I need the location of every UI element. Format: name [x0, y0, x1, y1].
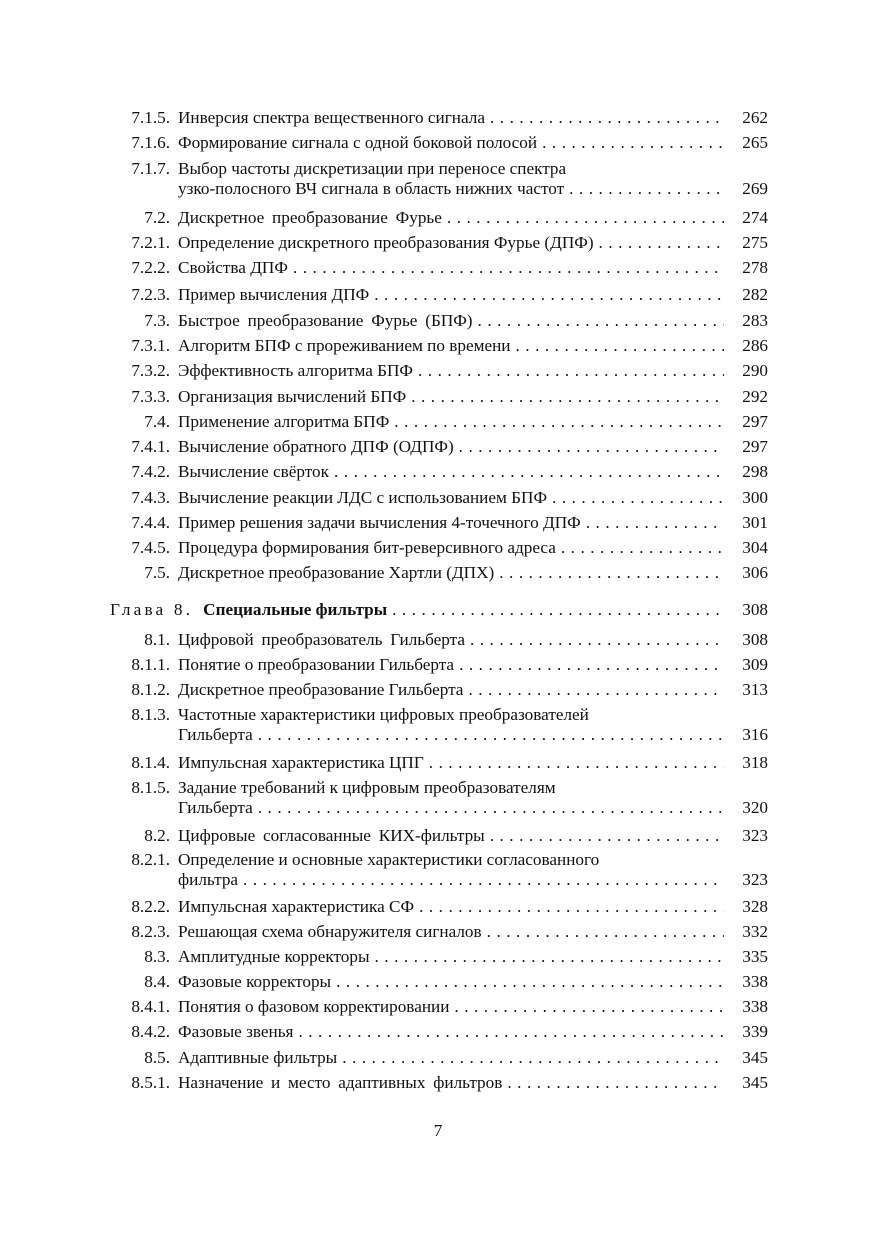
section-number: 8.2.2. [131, 897, 170, 916]
section-number: 7.4.5. [131, 538, 170, 557]
section-title: Импульсная характеристика ЦПГ [178, 753, 424, 772]
dot-leader [429, 753, 724, 773]
toc-entry[interactable] [110, 387, 768, 407]
section-number: 8.4.1. [131, 997, 170, 1016]
page-ref: 292 [742, 387, 768, 406]
section-title: Понятие о преобразовании Гильберта [178, 655, 455, 674]
toc-line [110, 336, 768, 356]
section-title: Эффективность алгоритма БПФ [178, 361, 414, 380]
section-title: узко-полосного ВЧ сигнала в область нижних частот [178, 179, 565, 198]
dot-leader [542, 133, 724, 153]
toc-line [110, 753, 768, 773]
page-ref: 338 [742, 972, 768, 991]
dot-leader [569, 179, 724, 199]
page-ref: 318 [742, 753, 768, 772]
page-ref: 308 [742, 600, 768, 619]
toc-entry[interactable] [110, 778, 768, 818]
page-ref: 283 [742, 311, 768, 330]
toc-line [110, 705, 768, 725]
toc-line [110, 600, 768, 620]
dot-leader [243, 870, 724, 890]
dot-leader [419, 897, 724, 917]
page-number: 7 [433, 1121, 443, 1140]
toc-entry[interactable] [110, 361, 768, 381]
toc-entry[interactable] [110, 437, 768, 457]
section-number: 7.1.6. [131, 133, 170, 152]
toc-entry[interactable] [110, 947, 768, 967]
section-number: 7.2.2. [131, 258, 170, 277]
toc-entry[interactable] [110, 538, 768, 558]
section-title: Цифровые согласованные КИХ-фильтры [178, 826, 485, 845]
section-number: 8.2.3. [131, 922, 170, 941]
section-number: 7.3.1. [131, 336, 170, 355]
section-title: Свойства ДПФ [178, 258, 288, 277]
toc-line [110, 258, 768, 278]
page-ref: 301 [742, 513, 768, 532]
toc-entry[interactable] [110, 488, 768, 508]
section-title: Выбор частоты дискретизации при переносе спектра [178, 159, 567, 178]
page-ref: 297 [742, 437, 768, 456]
section-number: 7.1.7. [131, 159, 170, 178]
page-ref: 306 [742, 563, 768, 582]
page-ref: 274 [742, 208, 768, 227]
section-title: Гильберта [178, 798, 253, 817]
toc-line [110, 563, 768, 583]
dot-leader [375, 947, 724, 967]
toc-entry[interactable] [110, 563, 768, 583]
page-ref: 332 [742, 922, 768, 941]
toc-entry[interactable] [110, 705, 768, 745]
section-title: Дискретное преобразование Гильберта [178, 680, 464, 699]
section-title: Вычисление обратного ДПФ (ОДПФ) [178, 437, 454, 456]
dot-leader [561, 538, 724, 558]
dot-leader [334, 462, 724, 482]
toc-entry[interactable] [110, 1022, 768, 1042]
section-title: Дискретное преобразование Хартли (ДПХ) [178, 563, 495, 582]
toc-entry[interactable] [110, 133, 768, 153]
toc-line [110, 361, 768, 381]
toc-entry[interactable] [110, 897, 768, 917]
page-ref: 320 [742, 798, 768, 817]
dot-leader [487, 922, 724, 942]
page-ref: 313 [742, 680, 768, 699]
section-number: 8.1.5. [131, 778, 170, 797]
section-number: 7.2.1. [131, 233, 170, 252]
dot-leader [336, 972, 724, 992]
toc-line [110, 1022, 768, 1042]
dot-leader [418, 361, 724, 381]
toc-line [110, 897, 768, 917]
page-ref: 309 [742, 655, 768, 674]
section-title: фильтра [178, 870, 239, 889]
dot-leader [258, 725, 724, 745]
toc-entry[interactable] [110, 233, 768, 253]
section-number: 7.4.3. [131, 488, 170, 507]
toc-line [110, 412, 768, 432]
section-title: Адаптивные фильтры [178, 1048, 338, 1067]
section-title: Гильберта [178, 725, 253, 744]
section-number: 8.1.4. [131, 753, 170, 772]
dot-leader [599, 233, 724, 253]
page-ref: 275 [742, 233, 768, 252]
toc-entry[interactable] [110, 680, 768, 700]
section-title: Инверсия спектра вещественного сигнала [178, 108, 485, 127]
toc-entry[interactable] [110, 850, 768, 890]
section-number: 8.5. [144, 1048, 170, 1067]
dot-leader [293, 258, 724, 278]
toc-line [110, 947, 768, 967]
section-title: Пример решения задачи вычисления 4-точечного ДПФ [178, 513, 581, 532]
dot-leader [586, 513, 724, 533]
page-ref: 308 [742, 630, 768, 649]
dot-leader [507, 1073, 724, 1093]
section-number: 8.4.2. [131, 1022, 170, 1041]
dot-leader [499, 563, 724, 583]
section-number: 8.1. [144, 630, 170, 649]
toc-entry[interactable] [110, 655, 768, 675]
toc-line [110, 630, 768, 650]
section-number: 7.1.5. [131, 108, 170, 127]
dot-leader [459, 655, 724, 675]
section-title: Решающая схема обнаружителя сигналов [178, 922, 482, 941]
section-number: 8.3. [144, 947, 170, 966]
toc-line [110, 233, 768, 253]
toc-line [110, 972, 768, 992]
toc-line [110, 870, 768, 890]
toc-entry[interactable] [110, 462, 768, 482]
section-number: 8.4. [144, 972, 170, 991]
section-title: Понятия о фазовом корректировании [178, 997, 450, 1016]
page-ref: 265 [742, 133, 768, 152]
section-title: Вычисление реакции ЛДС с использованием БПФ [178, 488, 548, 507]
dot-leader [374, 285, 724, 305]
toc-entry[interactable] [110, 311, 768, 331]
toc-line [110, 826, 768, 846]
dot-leader [394, 412, 724, 432]
toc-entry[interactable] [110, 412, 768, 432]
toc-line [110, 922, 768, 942]
toc-line [110, 179, 768, 199]
toc-line [110, 997, 768, 1017]
page-ref: 339 [742, 1022, 768, 1041]
section-title: Назначение и место адаптивных фильтров [178, 1073, 503, 1092]
section-title: Процедура формирования бит-реверсивного адреса [178, 538, 556, 557]
section-title: Организация вычислений БПФ [178, 387, 407, 406]
page-ref: 304 [742, 538, 768, 557]
section-number: 7.4.1. [131, 437, 170, 456]
section-title: Цифровой преобразователь Гильберта [178, 630, 465, 649]
dot-leader [552, 488, 724, 508]
dot-leader [447, 208, 724, 228]
dot-leader [459, 437, 724, 457]
dot-leader [490, 826, 724, 846]
page-ref: 335 [742, 947, 768, 966]
toc-entry[interactable] [110, 513, 768, 533]
page-ref: 345 [742, 1048, 768, 1067]
page-ref: 290 [742, 361, 768, 380]
section-number: 8.1.2. [131, 680, 170, 699]
section-number: 7.2.3. [131, 285, 170, 304]
toc-entry[interactable] [110, 159, 768, 199]
toc-line [110, 1073, 768, 1093]
toc-entry[interactable] [110, 753, 768, 773]
toc-line [110, 513, 768, 533]
section-number: 7.2. [144, 208, 170, 227]
toc-line [110, 159, 768, 179]
section-number: 7.4.2. [131, 462, 170, 481]
toc-line [110, 1048, 768, 1068]
toc-line [110, 311, 768, 331]
page-ref: 328 [742, 897, 768, 916]
section-title: Алгоритм БПФ с прореживанием по времени [178, 336, 511, 355]
page-ref: 269 [742, 179, 768, 198]
toc-line [110, 655, 768, 675]
section-title: Формирование сигнала с одной боковой полосой [178, 133, 538, 152]
toc-entry[interactable] [110, 922, 768, 942]
dot-leader [454, 997, 724, 1017]
toc-entry[interactable] [110, 1073, 768, 1093]
toc-line [110, 850, 768, 870]
toc-entry[interactable] [110, 630, 768, 650]
section-title: Применение алгоритма БПФ [178, 412, 390, 431]
section-number: 8.2. [144, 826, 170, 845]
toc-line [110, 208, 768, 228]
toc-entry[interactable] [110, 108, 768, 128]
section-title: Быстрое преобразование Фурье (БПФ) [178, 311, 473, 330]
toc-line [110, 108, 768, 128]
toc-line [110, 798, 768, 818]
section-number: 8.5.1. [131, 1073, 170, 1092]
dot-leader [298, 1022, 724, 1042]
dot-leader [470, 630, 724, 650]
section-number: 7.4. [144, 412, 170, 431]
toc-line [110, 462, 768, 482]
section-title: Фазовые звенья [178, 1022, 294, 1041]
page-ref: 262 [742, 108, 768, 127]
section-title: Задание требований к цифровым преобразователям [178, 778, 556, 797]
section-title: Фазовые корректоры [178, 972, 332, 991]
dot-leader [490, 108, 724, 128]
toc-entry[interactable] [110, 997, 768, 1017]
section-number: 8.1.3. [131, 705, 170, 724]
section-number: 7.3. [144, 311, 170, 330]
toc-entry[interactable] [110, 826, 768, 846]
toc-entry[interactable] [110, 258, 768, 278]
section-number: 8.1.1. [131, 655, 170, 674]
page-ref: 316 [742, 725, 768, 744]
dot-leader [411, 387, 724, 407]
section-number: 8.2.1. [131, 850, 170, 869]
toc-line [110, 387, 768, 407]
section-title: Импульсная характеристика СФ [178, 897, 415, 916]
toc-line [110, 778, 768, 798]
toc-entry[interactable] [110, 336, 768, 356]
toc-line [110, 680, 768, 700]
page-ref: 338 [742, 997, 768, 1016]
page-ref: 345 [742, 1073, 768, 1092]
toc-line [110, 538, 768, 558]
page-ref: 282 [742, 285, 768, 304]
toc-line [110, 285, 768, 305]
page-ref: 278 [742, 258, 768, 277]
dot-leader [478, 311, 724, 331]
dot-leader [258, 798, 724, 818]
page-ref: 286 [742, 336, 768, 355]
section-title: Вычисление свёрток [178, 462, 329, 481]
section-number: 7.3.2. [131, 361, 170, 380]
section-title: Пример вычисления ДПФ [178, 285, 370, 304]
page-ref: 323 [742, 870, 768, 889]
section-title: Дискретное преобразование Фурье [178, 208, 442, 227]
toc-line [110, 488, 768, 508]
dot-leader [516, 336, 725, 356]
toc-entry[interactable] [110, 208, 768, 228]
toc-entry[interactable] [110, 285, 768, 305]
dot-leader [468, 680, 724, 700]
section-title: Частотные характеристики цифровых преобразователей [178, 705, 589, 724]
section-number: 7.5. [144, 563, 170, 582]
dot-leader [342, 1048, 724, 1068]
page-ref: 323 [742, 826, 768, 845]
toc-line [110, 725, 768, 745]
section-title: Амплитудные корректоры [178, 947, 370, 966]
page-ref: 297 [742, 412, 768, 431]
page-ref: 298 [742, 462, 768, 481]
dot-leader [392, 600, 724, 620]
toc-entry[interactable] [110, 972, 768, 992]
toc-line [110, 133, 768, 153]
section-title: Определение дискретного преобразования Фурье (ДПФ) [178, 233, 594, 252]
toc-entry[interactable] [110, 1048, 768, 1068]
section-title: Определение и основные характеристики согласованного [178, 850, 600, 869]
toc-chapter[interactable] [110, 600, 768, 620]
section-title: Специальные фильтры [203, 600, 388, 619]
page-ref: 300 [742, 488, 768, 507]
section-number: 7.4.4. [131, 513, 170, 532]
chapter-label: Глава 8. [110, 600, 194, 619]
toc-line [110, 437, 768, 457]
section-number: 7.3.3. [131, 387, 170, 406]
